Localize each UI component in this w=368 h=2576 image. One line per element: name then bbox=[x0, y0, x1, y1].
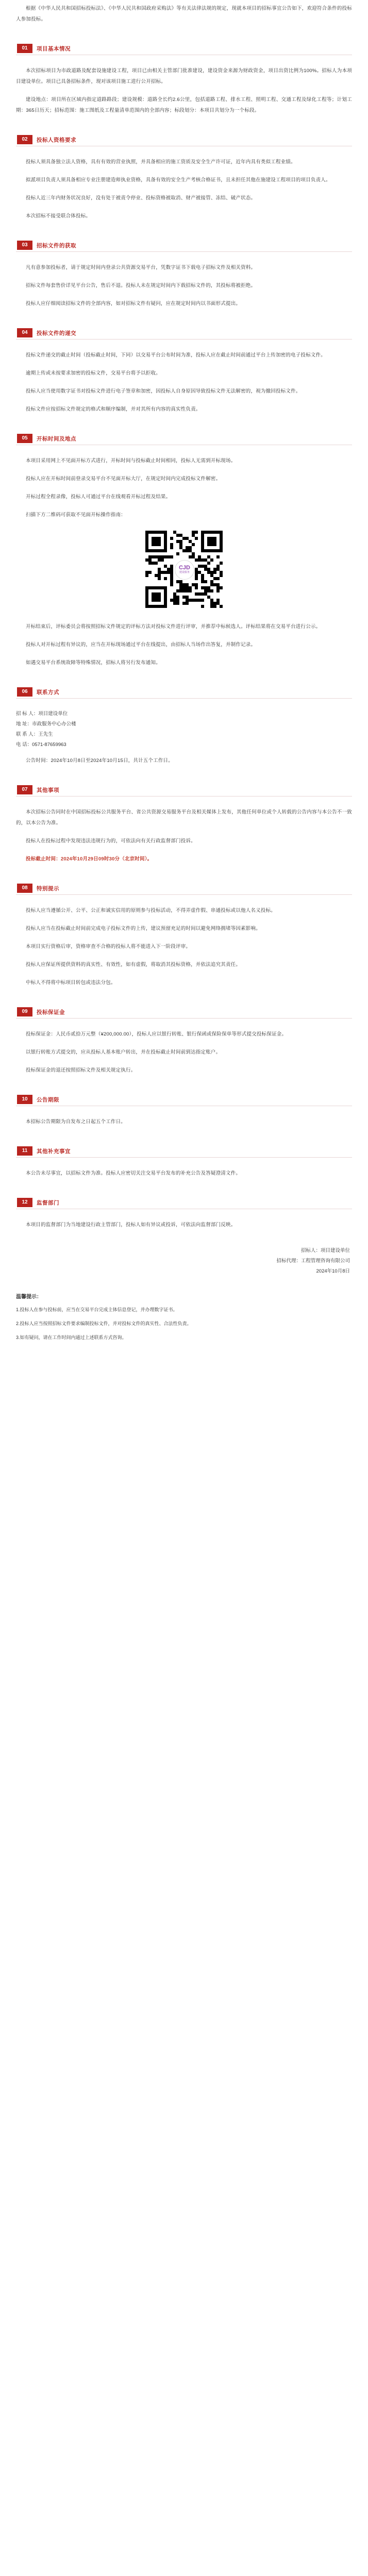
qr-logo-subtext: 建设服务 bbox=[179, 571, 190, 574]
section-number: 12 bbox=[17, 1198, 32, 1207]
note-item: 2.投标人应当按照招标文件要求编制投标文件，并对投标文件的真实性、合法性负责。 bbox=[16, 1321, 192, 1326]
paragraph: 本公告未尽事宜，以招标文件为准。投标人应密切关注交易平台发布的补充公告及答疑澄清文件。 bbox=[26, 1171, 241, 1176]
paragraph: 投标人须具备独立法人资格，具有有效的营业执照，并具备相应的施工资质及安全生产许可证，近年内具有类似工程业绩。 bbox=[26, 159, 296, 165]
paragraph: 本项目实行资格后审，资格审查不合格的投标人将不能进入下一阶段评审。 bbox=[26, 944, 191, 950]
paragraph: 投标保证金的退还按照招标文件及相关规定执行。 bbox=[26, 1067, 136, 1073]
deadline-line: 投标截止时间：2024年10月29日09时30分（北京时间）。 bbox=[26, 856, 153, 862]
section-header-8 bbox=[16, 882, 352, 895]
announcement-period: 公告时间：2024年10月8日至2024年10月15日，共计五个工作日。 bbox=[26, 758, 173, 764]
section-title: 其他事项 bbox=[37, 787, 59, 793]
contact-line: 联 系 人：王先生 bbox=[16, 732, 53, 737]
note-item: 1.投标人在参与投标前，应当在交易平台完成主体信息登记，并办理数字证书。 bbox=[16, 1307, 178, 1312]
notes-title: 温馨提示： bbox=[16, 1294, 42, 1300]
section-title: 投标人资格要求 bbox=[37, 137, 76, 143]
paragraph: 投标人应保证所提供资料的真实性、有效性，如有虚假，将取消其投标资格，并依法追究其责任。 bbox=[26, 962, 241, 968]
paragraph: 开标过程全程录像，投标人可通过平台在线观看开标过程及结果。 bbox=[26, 494, 171, 500]
paragraph: 招标文件每套售价详见平台公告，售后不退。投标人未在规定时间内下载招标文件的，其投标将被拒绝。 bbox=[26, 283, 256, 289]
paragraph: 本次招标公告同时在中国招标投标公共服务平台、省公共资源交易服务平台及相关媒体上发布，其他任何单位或个人转载的公告内容与本公告不一致的，以本公告为准。 bbox=[16, 809, 352, 826]
signature-org: 招标人：项目建设单位 bbox=[300, 1248, 350, 1253]
qr-code[interactable] bbox=[145, 531, 223, 608]
paragraph: 本项目的监督部门为当地建设行政主管部门，投标人如有异议或投诉，可依法向监督部门反映。 bbox=[26, 1222, 236, 1228]
section-title: 联系方式 bbox=[37, 689, 59, 696]
section-header-11 bbox=[16, 1145, 352, 1158]
signature-date: 2024年10月8日 bbox=[316, 1268, 350, 1274]
paragraph: 投标人对开标过程有异议的，应当在开标现场通过平台在线提出，由招标人当场作出答复，并制作记录。 bbox=[26, 642, 256, 648]
section-header-3 bbox=[16, 239, 352, 252]
section-title: 特别提示 bbox=[37, 885, 59, 892]
section-header-6 bbox=[16, 686, 352, 699]
section-title: 开标时间及地点 bbox=[37, 435, 76, 442]
section-number: 06 bbox=[17, 687, 32, 697]
contact-block bbox=[16, 709, 352, 750]
signature-block bbox=[16, 1246, 352, 1277]
section-number: 01 bbox=[17, 44, 32, 53]
paragraph: 开标结束后，评标委员会将按照招标文件规定的评标方法对投标文件进行评审，并推荐中标候选人。评标结果将在交易平台进行公示。 bbox=[26, 624, 321, 630]
paragraph: 投标人在投标过程中发现违法违规行为的，可依法向有关行政监督部门投诉。 bbox=[26, 838, 196, 844]
document bbox=[16, 0, 352, 1343]
section-header-10 bbox=[16, 1093, 352, 1106]
section-title: 投标保证金 bbox=[37, 1009, 65, 1015]
paragraph: 投标文件应按招标文件规定的格式和顺序编制，并对其所有内容的真实性负责。 bbox=[26, 406, 201, 412]
paragraph: 中标人不得将中标项目转包或违法分包。 bbox=[26, 980, 116, 986]
section-title: 项目基本情况 bbox=[37, 45, 71, 52]
paragraph: 投标人应当在投标截止时间前完成电子投标文件的上传，建议预留充足的时间以避免网络拥堵等因素影响。 bbox=[26, 926, 261, 931]
signature-agent: 招标代理：工程管理咨询有限公司 bbox=[276, 1258, 350, 1264]
section-number: 10 bbox=[17, 1095, 32, 1104]
paragraph: 以银行转账方式提交的，应从投标人基本账户转出，并在投标截止时间前到达指定账户。 bbox=[26, 1049, 221, 1055]
section-title: 公告期限 bbox=[37, 1096, 59, 1103]
paragraph: 投标人应当使用数字证书对投标文件进行电子签章和加密，因投标人自身原因导致投标文件无法解密的，视为撤回投标文件。 bbox=[26, 388, 301, 394]
note-item: 3.如有疑问，请在工作时间内通过上述联系方式咨询。 bbox=[16, 1335, 127, 1340]
section-header-12 bbox=[16, 1196, 352, 1209]
paragraph: 本次招标不接受联合体投标。 bbox=[26, 213, 91, 219]
section-header-7 bbox=[16, 784, 352, 796]
section-number: 11 bbox=[17, 1146, 32, 1156]
paragraph: 本次招标项目为市政道路及配套设施建设工程，项目已由相关主管部门批准建设，建设资金来源为财政资金，项目出资比例为100%。招标人为本项目建设单位。项目已具备招标条件，现对该项目施工进行公开招标。 bbox=[16, 68, 352, 84]
section-title: 投标文件的递交 bbox=[37, 330, 76, 336]
paragraph: 如遇交易平台系统故障等特殊情况，招标人将另行发布通知。 bbox=[26, 660, 161, 666]
paragraph: 投标人近三年内财务状况良好，没有处于被责令停业、投标资格被取消、财产被接管、冻结、破产状态。 bbox=[26, 195, 256, 201]
paragraph: 投标保证金：人民币贰拾万元整（¥200,000.00），投标人应以银行转账、银行保函或保险保单等形式提交投标保证金。 bbox=[26, 1031, 287, 1037]
section-header-9 bbox=[16, 1006, 352, 1019]
contact-line: 电 话：0571-87659963 bbox=[16, 742, 66, 748]
section-number: 02 bbox=[17, 135, 32, 144]
paragraph: 投标人应仔细阅读招标文件的全部内容，如对招标文件有疑问，应在规定时间内以书面形式提出。 bbox=[26, 301, 241, 307]
section-number: 04 bbox=[17, 328, 32, 337]
qr-logo bbox=[175, 560, 194, 580]
section-title: 其他补充事宜 bbox=[37, 1148, 71, 1155]
paragraph: 投标人应在开标时间前登录交易平台不见面开标大厅，在规定时间内完成投标文件解密。 bbox=[26, 476, 221, 482]
contact-line: 地 址：市政服务中心办公楼 bbox=[16, 721, 76, 727]
section-header-5 bbox=[16, 432, 352, 445]
section-title: 招标文件的获取 bbox=[37, 242, 76, 249]
section-number: 08 bbox=[17, 884, 32, 893]
section-header-1 bbox=[16, 42, 352, 55]
section-number: 03 bbox=[17, 241, 32, 250]
paragraph: 本招标公告期限为自发布之日起五个工作日。 bbox=[26, 1119, 126, 1125]
section-title: 监督部门 bbox=[37, 1199, 59, 1206]
paragraph: 建设地点：项目所在区域内指定道路路段；建设规模：道路全长约2.6公里，包括道路工程、排水工程、照明工程、交通工程及绿化工程等；计划工期：365日历天；招标范围：施工图纸及工程量清单范围内的全部内容；标段划分：本项目共划分为一个标段。 bbox=[16, 97, 352, 113]
paragraph: 本项目采用网上不见面开标方式进行，开标时间与投标截止时间相同，投标人无需到开标现场。 bbox=[26, 458, 236, 464]
paragraph: 凡有意参加投标者，请于规定时间内登录公共资源交易平台，凭数字证书下载电子招标文件及相关资料。 bbox=[26, 265, 256, 270]
paragraph: 扫描下方二维码可获取不见面开标操作指南： bbox=[26, 512, 126, 518]
section-number: 07 bbox=[17, 785, 32, 794]
qr-logo-text: CJD bbox=[178, 565, 190, 571]
section-header-4 bbox=[16, 327, 352, 340]
paragraph: 拟派项目负责人须具备相应专业注册建造师执业资格，具备有效的安全生产考核合格证书，且未担任其他在施建设工程项目的项目负责人。 bbox=[26, 177, 331, 183]
paragraph: 投标文件递交的截止时间（投标截止时间，下同）以交易平台公布时间为准，投标人应在截止时间前通过平台上传加密的电子投标文件。 bbox=[26, 352, 326, 358]
section-number: 09 bbox=[17, 1007, 32, 1016]
paragraph: 逾期上传或未按要求加密的投标文件，交易平台将予以拒收。 bbox=[26, 370, 161, 376]
contact-line: 招 标 人：项目建设单位 bbox=[16, 711, 68, 717]
section-header-2 bbox=[16, 133, 352, 146]
paragraph: 投标人应当遵循公开、公平、公正和诚实信用的原则参与投标活动，不得弄虚作假、串通投标或以他人名义投标。 bbox=[26, 908, 276, 913]
section-number: 05 bbox=[17, 434, 32, 443]
intro-paragraph: 根据《中华人民共和国招标投标法》、《中华人民共和国政府采购法》等有关法律法规的规定，现就本项目的招标事宜公告如下，欢迎符合条件的投标人参加投标。 bbox=[16, 6, 352, 22]
